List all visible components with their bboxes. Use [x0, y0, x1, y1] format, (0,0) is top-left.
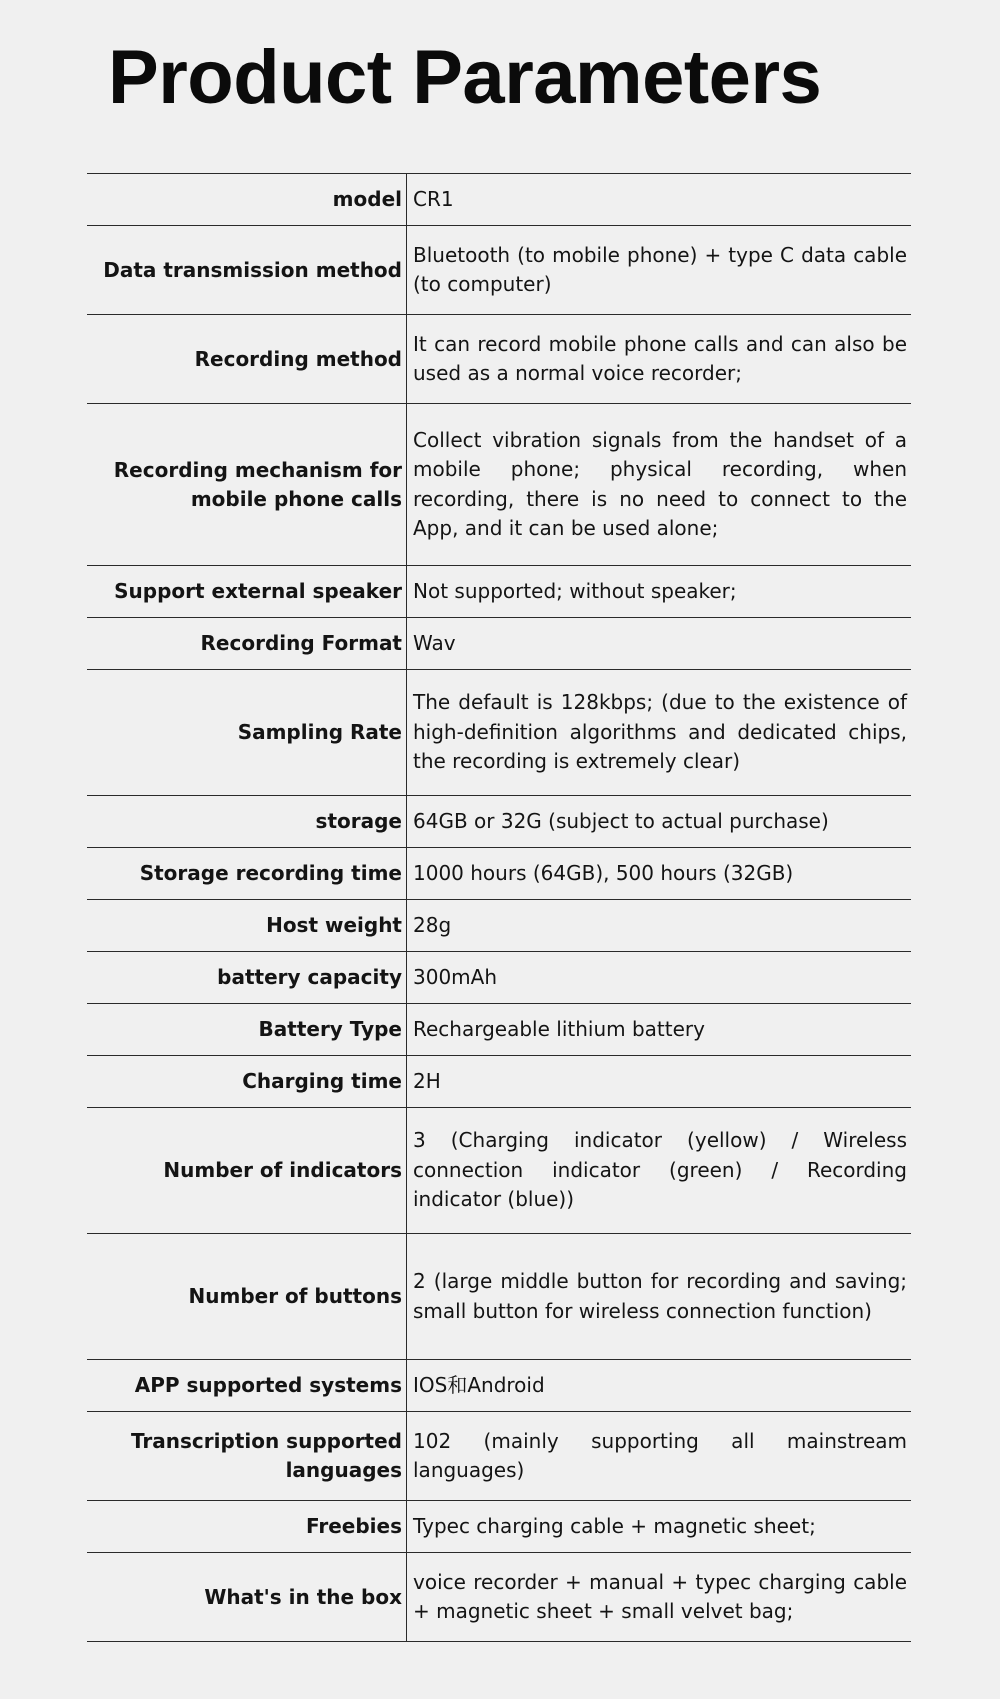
row-label: [87, 226, 407, 314]
table-row-storage: [87, 796, 911, 848]
row-value-text: 1000 hours (64GB), 500 hours (32GB): [413, 860, 794, 885]
row-label: [87, 404, 407, 565]
table-row-recording-format: [87, 618, 911, 670]
row-value: [407, 1056, 911, 1107]
row-label-text: Support external speaker: [114, 579, 402, 603]
row-label-text: storage: [315, 809, 402, 833]
row-label: [87, 1412, 407, 1500]
row-label: [87, 670, 407, 795]
row-value-text: Collect vibration signals from the handset of a mobile phone; physical recording, when recording, there is no need to connect to the App, and it can be used alone;: [413, 427, 907, 540]
row-value-text: voice recorder + manual + typec charging cable + magnetic sheet + small velvet bag;: [413, 1569, 907, 1623]
row-label-text: Charging time: [242, 1069, 402, 1093]
row-label-text: Number of buttons: [188, 1284, 402, 1308]
table-row-indicators: [87, 1108, 911, 1234]
row-value-text: CR1: [413, 186, 454, 211]
row-value-text: Rechargeable lithium battery: [413, 1016, 705, 1041]
row-value: [407, 952, 911, 1003]
row-value-text: 2 (large middle button for recording and saving; small button for wireless connection function): [413, 1269, 907, 1323]
row-label: [87, 1056, 407, 1107]
row-value-text: 2H: [413, 1068, 441, 1093]
row-value-text: It can record mobile phone calls and can also be used as a normal voice recorder;: [413, 331, 907, 385]
row-label: [87, 848, 407, 899]
row-value: [407, 1234, 911, 1359]
row-label-text: Recording method: [194, 346, 402, 371]
row-value: [407, 1501, 911, 1552]
row-value-text: Bluetooth (to mobile phone) + type C data cable (to computer): [413, 242, 907, 296]
row-value-text: IOS和Android: [413, 1372, 545, 1397]
row-label-text: Number of indicators: [163, 1158, 402, 1182]
page-title: Product Parameters: [108, 35, 822, 120]
row-value: [407, 226, 911, 314]
row-value: [407, 1412, 911, 1500]
row-label: [87, 1108, 407, 1233]
table-row-host-weight: [87, 900, 911, 952]
row-value-text: 64GB or 32G (subject to actual purchase): [413, 808, 829, 833]
table-row-battery-capacity: [87, 952, 911, 1004]
table-row-external-speaker: [87, 566, 911, 618]
table-row-storage-recording-time: [87, 848, 911, 900]
row-label-text: model: [332, 187, 402, 211]
row-value-text: 28g: [413, 912, 452, 937]
table-row-recording-mechanism: [87, 404, 911, 566]
row-value: [407, 174, 911, 225]
table-row-buttons: [87, 1234, 911, 1360]
row-label-text: Recording mechanism for mobile phone calls: [113, 457, 402, 511]
table-row-recording-method: [87, 315, 911, 404]
row-label: [87, 174, 407, 225]
row-value: [407, 1004, 911, 1055]
row-value: [407, 315, 911, 403]
row-label-text: Freebies: [305, 1514, 402, 1538]
table-row-transcription-languages: [87, 1412, 911, 1501]
row-label-text: Host weight: [266, 913, 402, 937]
row-label-text: APP supported systems: [134, 1373, 402, 1397]
row-label: [87, 566, 407, 617]
table-row-app-systems: [87, 1360, 911, 1412]
row-label: [87, 618, 407, 669]
row-label: [87, 315, 407, 403]
row-label: [87, 952, 407, 1003]
row-label: [87, 1360, 407, 1411]
row-label-text: Sampling Rate: [237, 720, 402, 744]
row-value-text: Wav: [413, 630, 456, 655]
row-value-text: Not supported; without speaker;: [413, 578, 737, 603]
row-label: [87, 1553, 407, 1641]
table-row-battery-type: [87, 1004, 911, 1056]
row-label: [87, 796, 407, 847]
row-label: [87, 1234, 407, 1359]
row-label-text: Recording Format: [200, 631, 402, 655]
row-value: [407, 404, 911, 565]
parameters-table: [87, 173, 911, 1642]
row-label-text: Data transmission method: [103, 257, 402, 282]
table-row-charging-time: [87, 1056, 911, 1108]
table-row-box-contents: [87, 1553, 911, 1642]
row-label-text: battery capacity: [217, 965, 402, 989]
row-value: [407, 848, 911, 899]
row-label: [87, 900, 407, 951]
row-label-text: Storage recording time: [139, 861, 402, 885]
row-value-text: 102 (mainly supporting all mainstream languages): [413, 1428, 907, 1482]
row-value: [407, 670, 911, 795]
row-label-text: What's in the box: [204, 1584, 402, 1609]
table-row-freebies: [87, 1501, 911, 1553]
row-value: [407, 796, 911, 847]
row-value: [407, 566, 911, 617]
row-value: [407, 1360, 911, 1411]
row-label-text: Transcription supported languages: [130, 1429, 402, 1482]
row-value-text: Typec charging cable + magnetic sheet;: [413, 1513, 816, 1538]
row-value: [407, 618, 911, 669]
row-label: [87, 1501, 407, 1552]
table-row-sampling-rate: [87, 670, 911, 796]
row-value-text: 3 (Charging indicator (yellow) / Wireless connection indicator (green) / Recording indicator (blue)): [413, 1128, 907, 1212]
row-value: [407, 1553, 911, 1641]
row-value: [407, 900, 911, 951]
row-label: [87, 1004, 407, 1055]
row-value: [407, 1108, 911, 1233]
row-label-text: Battery Type: [258, 1017, 402, 1041]
table-row-model: [87, 174, 911, 226]
table-row-data-transmission: [87, 226, 911, 315]
row-value-text: The default is 128kbps; (due to the existence of high-definition algorithms and dedicated chips, the recording is extremely clear): [413, 690, 907, 774]
row-value-text: 300mAh: [413, 964, 498, 989]
